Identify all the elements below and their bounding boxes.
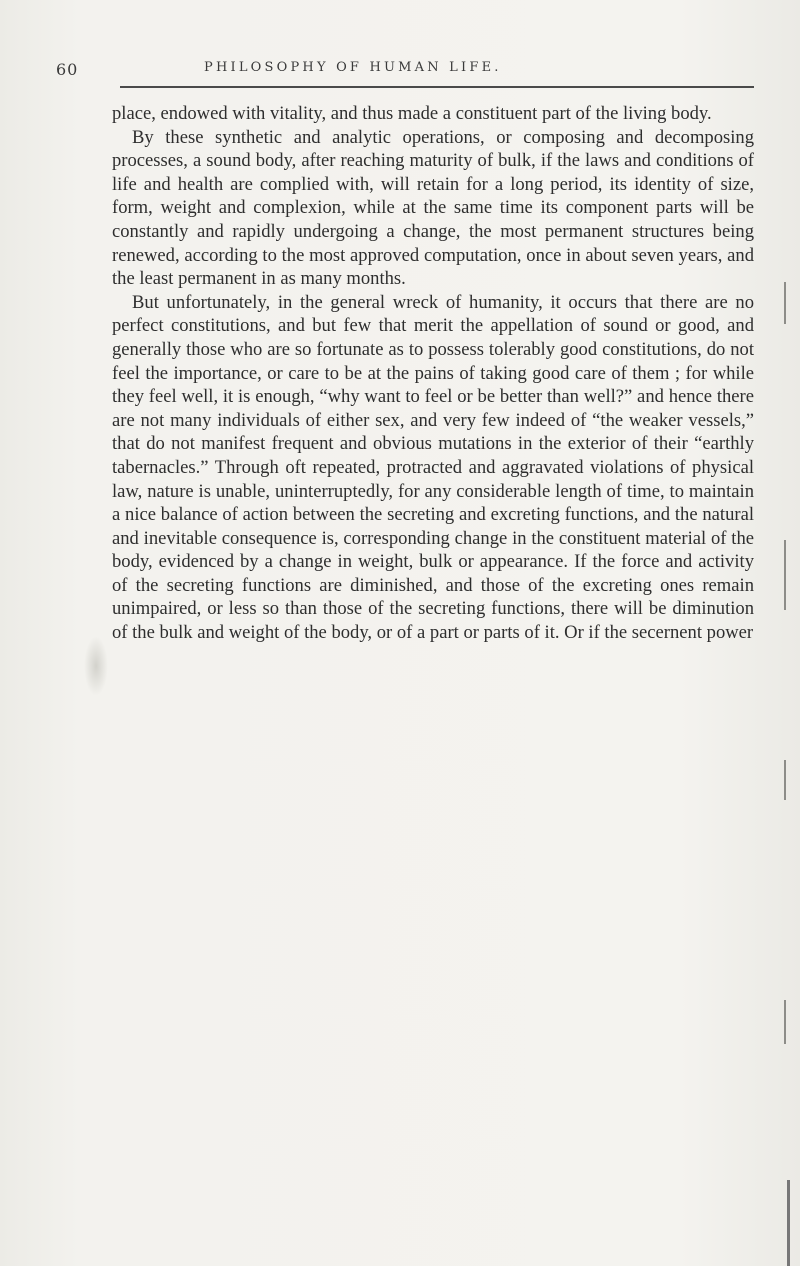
paragraph-1: place, endowed with vitality, and thus made a constituent part of the living body. xyxy=(112,103,712,124)
header-rule xyxy=(120,86,754,88)
page-header xyxy=(56,60,756,86)
paragraph-3: But unfortunately, in the general wreck of humanity, it occurs that there are no perfect constitutions, and but few that merit the appellation of sound or good, and generally those who are so fortunate as to possess tolerably good constitutions, do not feel the importance, or care to be at the pains of taking good care of them ; for while they feel well, it is enough, “why want to feel or be better than well?” and hence there are not many individuals of either sex, and very few indeed of “the weaker vessels,” that do not manifest frequent and obvious mutations in the exterior of their “earthly tabernacles.” Through oft repeated, protracted and aggravated violations of physical law, nature is unable, uninterruptedly, for any considerable length of time, to maintain a nice balance of action between the secreting and excreting functions, and the natural and inevitable consequence is, corresponding change in the constituent material of the body, evidenced by a change in weight, bulk or appearance. If the force and activity of the secreting functions are diminished, and those of the excreting ones remain unimpaired, or less so than those of the secreting functions, there will be diminution of the bulk and weight of the body, or of a part or parts of it. Or if the secernent power xyxy=(112,291,754,644)
paragraph-2: By these synthetic and analytic operations, or composing and decomposing processes, a sound body, after reaching maturity of bulk, if the laws and conditions of life and health are complied with, will retain for a long period, its identity of size, form, weight and complexion, while at the same time its component parts will be constantly and rapidly undergoing a change, the most permanent structures being renewed, according to the most approved computation, once in about seven years, and the least permanent in as many months. xyxy=(112,126,754,290)
margin-mark xyxy=(784,1000,786,1044)
running-title: PHILOSOPHY OF HUMAN LIFE. xyxy=(204,60,502,75)
page-number: 60 xyxy=(56,60,79,79)
margin-mark xyxy=(784,760,786,800)
margin-mark xyxy=(784,540,786,610)
margin-mark xyxy=(784,282,786,324)
body-text xyxy=(112,102,754,645)
page-edge-mark xyxy=(787,1180,790,1266)
page-stain xyxy=(84,636,108,696)
